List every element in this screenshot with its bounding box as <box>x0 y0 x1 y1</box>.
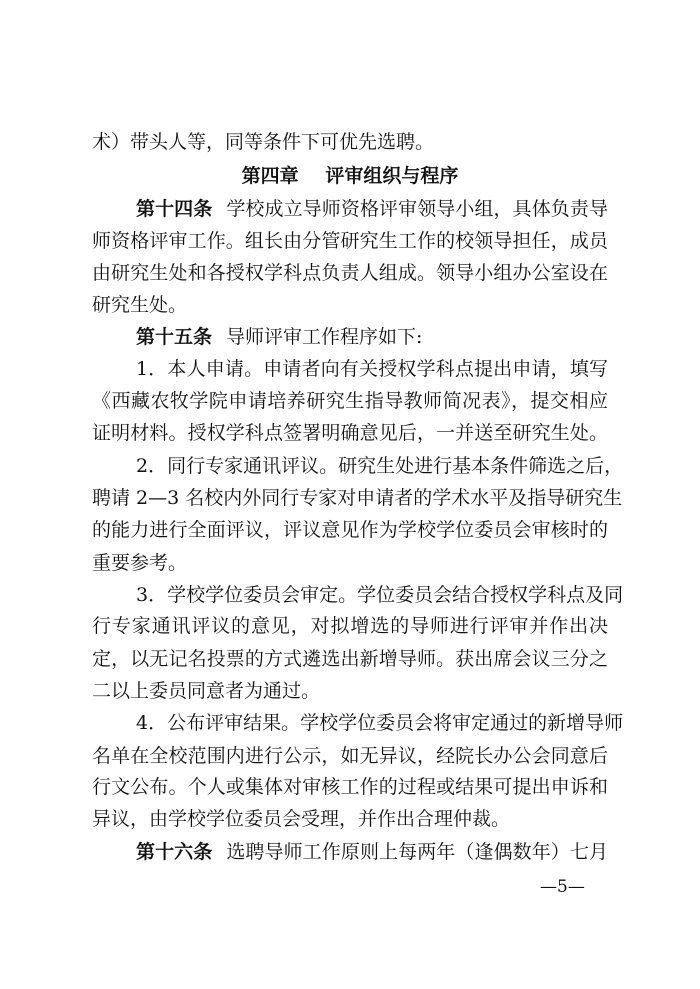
chapter-heading <box>0 160 700 192</box>
text-line <box>92 126 608 158</box>
text-line <box>92 257 608 289</box>
line-text: 导师评审工作程序如下: <box>226 326 423 348</box>
line-text: 行专家通讯评议的意见，对拟增选的导师进行评审并作出决 <box>92 615 608 637</box>
line-text: 4．公布评审结果。学校学位委员会将审定通过的新增导师 <box>136 712 624 734</box>
text-line <box>92 514 608 546</box>
line-text: 《西藏农牧学院申请培养研究生指导教师简况表》，提交相应 <box>92 390 608 412</box>
line-text: 3．学校学位委员会审定。学位委员会结合授权学科点及同 <box>136 584 624 606</box>
line-text: 的能力进行全面评议，评议意见作为学校学位委员会审核时的 <box>92 519 608 541</box>
line-text: 二以上委员同意者为通过。 <box>92 680 321 702</box>
line-text: 术）带头人等，同等条件下可优先选聘。 <box>92 131 435 153</box>
line-text: 异议，由学校学位委员会受理，并作出合理仲裁。 <box>92 808 511 830</box>
article-label: 第十四条 <box>136 198 213 220</box>
text-line <box>136 836 608 868</box>
line-text: 聘请 2—3 名校内外同行专家对申请者的学术水平及指导研究生 <box>92 487 623 509</box>
text-line <box>136 579 624 611</box>
line-text: 1．本人申请。申请者向有关授权学科点提出申请，填写 <box>136 358 608 380</box>
text-line <box>92 771 608 803</box>
text-line <box>92 547 608 579</box>
line-text: 2．同行专家通讯评议。研究生处进行基本条件筛选之后， <box>136 455 624 477</box>
line-text: 名单在全校范围内进行公示，如无异议，经院长办公会同意后 <box>92 745 608 767</box>
line-text: 证明材料。授权学科点签署明确意见后，一并送至研究生处。 <box>92 422 608 444</box>
article-label: 第十六条 <box>136 841 213 863</box>
text-line <box>92 385 608 417</box>
text-line <box>136 193 608 225</box>
line-text: 行文公布。个人或集体对审核工作的过程或结果可提出申诉和 <box>92 776 608 798</box>
line-text: 学校成立导师资格评审领导小组，具体负责导 <box>226 198 608 220</box>
line-text: 由研究生处和各授权学科点负责人组成。领导小组办公室设在 <box>92 262 608 284</box>
line-text: 师资格评审工作。组长由分管研究生工作的校领导担任，成员 <box>92 230 608 252</box>
text-line <box>92 417 608 449</box>
page-number: —5— <box>540 877 585 897</box>
text-line <box>92 643 608 675</box>
text-line <box>92 289 608 321</box>
text-line <box>92 675 608 707</box>
line-text: 定，以无记名投票的方式遴选出新增导师。获出席会议三分之 <box>92 648 608 670</box>
text-line <box>92 803 608 835</box>
text-line <box>136 321 608 353</box>
chapter-title: 评审组织与程序 <box>325 165 459 187</box>
text-line <box>136 707 624 739</box>
text-line <box>92 740 608 772</box>
text-line <box>92 225 608 257</box>
line-text: 选聘导师工作原则上每两年（逢偶数年）七月 <box>226 841 608 863</box>
text-line <box>92 610 608 642</box>
line-text: 研究生处。 <box>92 294 188 316</box>
text-line <box>136 353 608 385</box>
text-line <box>136 450 624 482</box>
line-text: 重要参考。 <box>92 552 188 574</box>
text-line <box>92 482 623 514</box>
article-label: 第十五条 <box>136 326 213 348</box>
chapter-number: 第四章 <box>241 165 299 187</box>
